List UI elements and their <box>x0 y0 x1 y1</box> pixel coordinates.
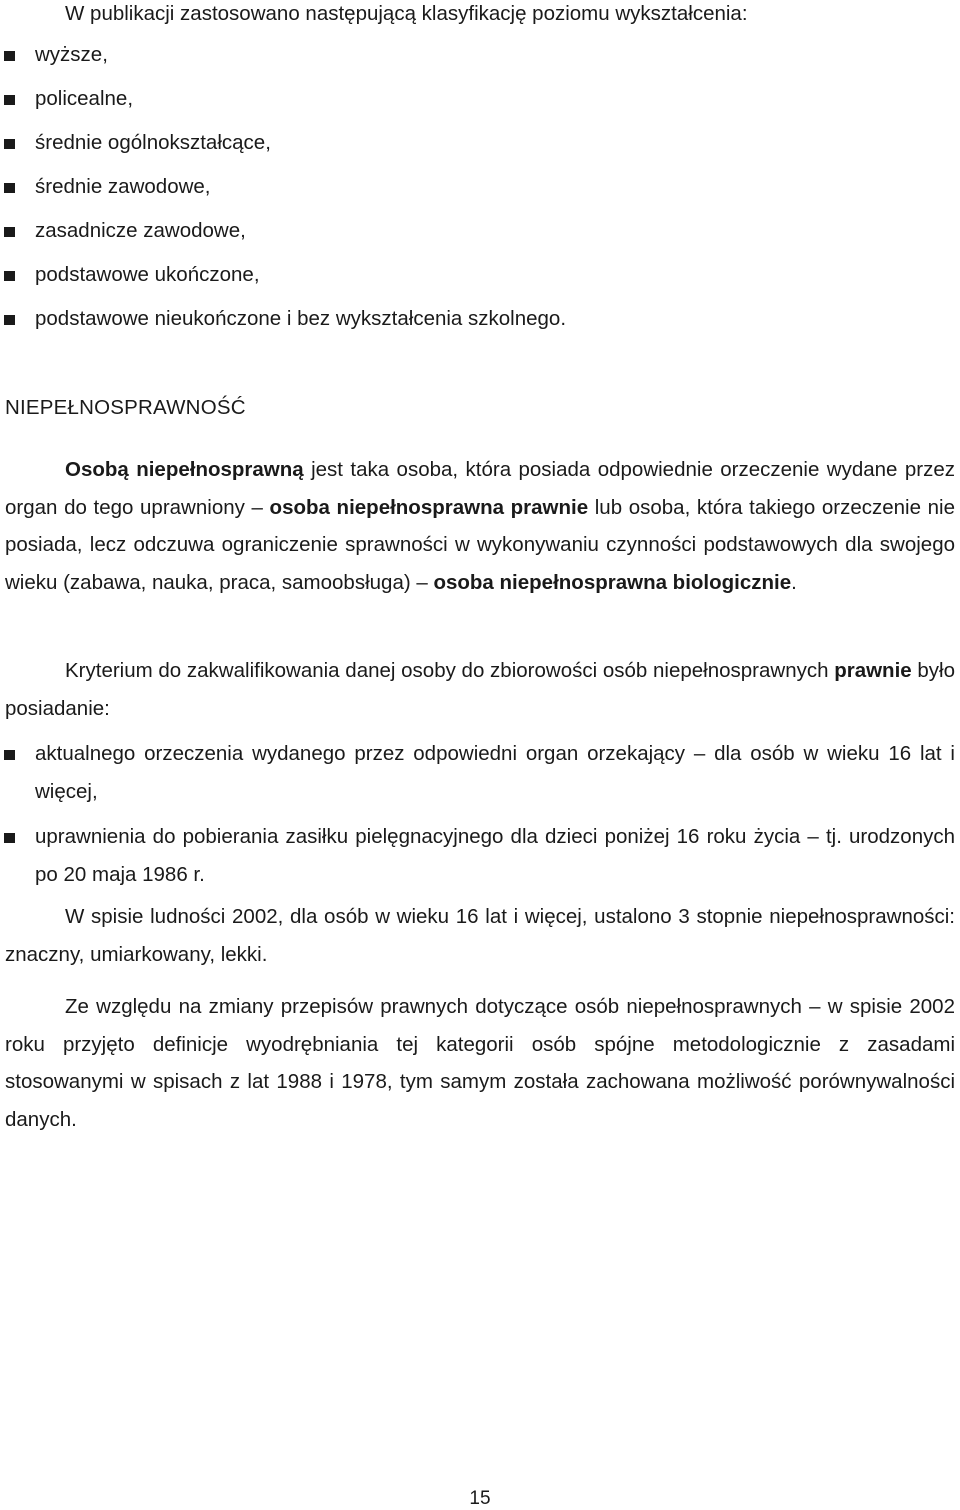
list-item <box>0 818 955 894</box>
square-bullet-icon <box>4 139 15 149</box>
list-item-label: wyższe, <box>35 43 108 66</box>
paragraph-text: W spisie ludności 2002, dla osób w wieku 16 lat i więcej, ustalono 3 stopnie niepełnosprawności: znaczny, umiarkowany, lekki. <box>5 905 955 966</box>
list-item <box>0 263 960 307</box>
square-bullet-icon <box>4 833 15 843</box>
list-item <box>0 131 960 175</box>
term-bold: osoba niepełnosprawna prawnie <box>269 495 589 519</box>
degrees-paragraph <box>5 898 955 974</box>
list-item <box>0 43 960 87</box>
square-bullet-icon <box>4 183 15 193</box>
list-item <box>0 735 955 811</box>
list-item-label: policealne, <box>35 87 134 110</box>
paragraph-text: jest taka osoba, która posiada odpowiednie orzeczenie wydane przez organ do tego uprawniony – <box>5 458 956 519</box>
list-item <box>0 219 960 263</box>
square-bullet-icon <box>4 51 15 61</box>
square-bullet-icon <box>4 227 15 237</box>
square-bullet-icon <box>4 750 15 760</box>
list-item <box>0 87 960 131</box>
list-item-label: aktualnego orzeczenia wydanego przez odpowiedni organ orzekający – dla osób w wieku 16 lat i więcej, <box>35 742 955 803</box>
section-heading: NIEPEŁNOSPRAWNOŚĆ <box>5 396 246 419</box>
list-item-label: uprawnienia do pobierania zasiłku pielęgnacyjnego dla dzieci poniżej 16 roku życia – tj. urodzonych po 20 maja 1986 r. <box>35 825 955 886</box>
list-item-label: średnie ogólnokształcące, <box>35 131 271 154</box>
list-item-label: średnie zawodowe, <box>35 175 211 198</box>
square-bullet-icon <box>4 271 15 281</box>
square-bullet-icon <box>4 315 15 325</box>
paragraph-text: . <box>791 570 797 594</box>
list-item <box>0 307 960 351</box>
list-item <box>0 175 960 219</box>
page-number: 15 <box>469 1488 491 1509</box>
criteria-list <box>0 735 960 901</box>
term-bold: Osobą niepełnosprawną <box>65 458 304 481</box>
intro-text: W publikacji zastosowano następującą klasyfikację poziomu wykształcenia: <box>65 2 748 25</box>
term-bold: prawnie <box>834 659 912 682</box>
paragraph-text: było posiadanie: <box>5 659 955 720</box>
paragraph-text: Kryterium do zakwalifikowania danej osoby do zbiorowości osób niepełnosprawnych <box>65 659 835 682</box>
definition-paragraph <box>5 451 955 601</box>
education-level-list <box>0 43 960 351</box>
paragraph-text: lub osoba, która takiego orzeczenie nie posiada, lecz odczuwa ograniczenie sprawności w wykonywaniu czynności podstawowych dla swojego wieku (zabawa, nauka, praca, samoobsługa) – <box>5 495 955 594</box>
list-item-label: podstawowe nieukończone i bez wykształcenia szkolnego. <box>35 307 567 330</box>
square-bullet-icon <box>4 95 15 105</box>
criterion-paragraph <box>5 652 955 727</box>
methodology-paragraph <box>5 988 955 1138</box>
paragraph-text: Ze względu na zmiany przepisów prawnych dotyczące osób niepełnosprawnych – w spisie 2002 roku przyjęto definicje wyodrębniania tej kategorii osób spójne metodologicznie z zasadami stosowanymi w spisach z lat 1988 i 1978, tym samym została zachowana możliwość porównywalności danych. <box>5 995 955 1131</box>
term-bold: osoba niepełnosprawna biologicznie <box>433 570 792 594</box>
list-item-label: podstawowe ukończone, <box>35 263 260 286</box>
list-item-label: zasadnicze zawodowe, <box>35 219 246 242</box>
